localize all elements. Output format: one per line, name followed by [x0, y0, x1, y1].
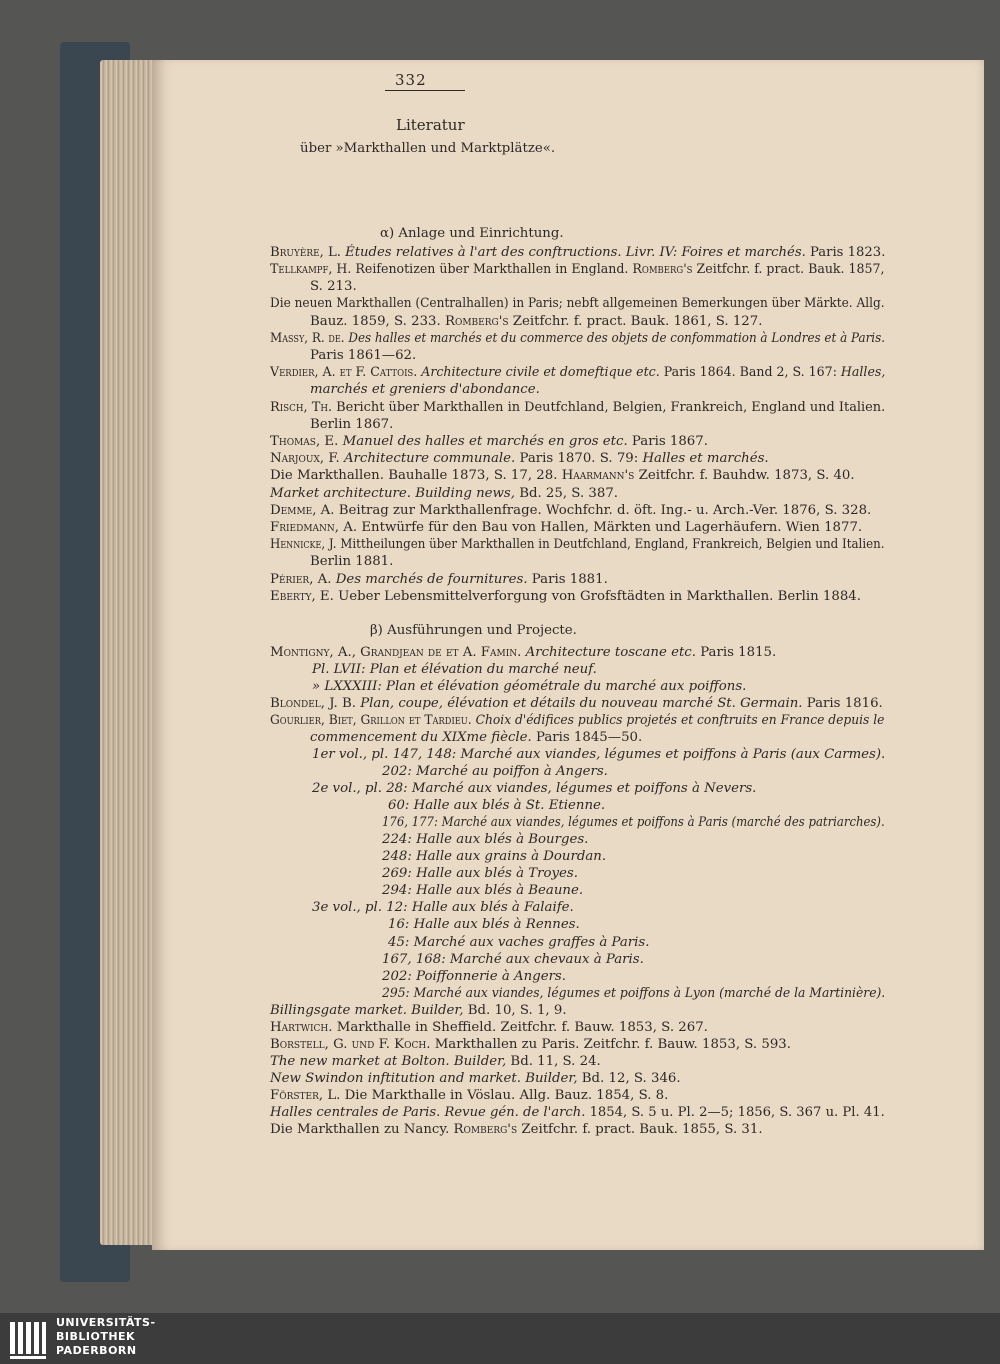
- citation-text: Mittheilungen über Markthallen in Deutfchland, England, Frankreich, Belgien und Italien.: [340, 537, 885, 552]
- bibliography-line: [270, 296, 885, 312]
- title-text: Billingsgate market. Builder,: [270, 1003, 464, 1018]
- citation-text: Paris 1845—50.: [531, 730, 643, 745]
- title-text: 1er vol., pl. 147, 148: Marché aux viandes, légumes et poiffons à Paris (aux Carmes).: [312, 747, 886, 762]
- author-name: Tellkampf, H.: [270, 262, 356, 277]
- citation-text: Bd. 11, S. 24.: [506, 1054, 601, 1069]
- title-text: 60: Halle aux blés à St. Etienne.: [388, 798, 606, 813]
- library-logo-icon: [8, 1318, 48, 1360]
- title-text: Des marchés de fournitures.: [335, 572, 528, 587]
- page-heading: Literatur: [396, 116, 465, 134]
- author-name: Hennicke, J.: [270, 537, 341, 552]
- author-name: Borstell, G. und F. Koch.: [270, 1037, 435, 1052]
- title-text: Études relatives à l'art des conftructions. Livr. IV: Foires et marchés.: [345, 245, 806, 260]
- citation-text: Paris 1861—62.: [310, 348, 417, 363]
- title-text: 2e vol., pl. 28: Marché aux viandes, légumes et poiffons à Nevers.: [312, 781, 757, 796]
- bibliography-line: [312, 662, 597, 678]
- bibliography-line: [310, 730, 642, 746]
- library-name-line3: PADERBORN: [56, 1344, 137, 1357]
- citation-text: Paris 1864. Band 2, S. 167:: [659, 365, 841, 380]
- citation-text: Paris 1816.: [802, 696, 883, 711]
- citation-text: Entwürfe für den Bau von Hallen, Märkten und Lagerhäufern. Wien 1877.: [361, 520, 863, 535]
- bibliography-line: [382, 866, 578, 882]
- bibliography-line: [270, 572, 608, 588]
- bibliography-line: [382, 986, 885, 1002]
- citation-text: Zeitfchr. f. pract. Bauk. 1857,: [692, 262, 885, 277]
- bibliography-line: [270, 1088, 668, 1104]
- bibliography-line: [270, 537, 885, 553]
- citation-text: Die Markthalle in Vöslau. Allg. Bauz. 1854, S. 8.: [344, 1088, 669, 1103]
- title-text: Halles centrales de Paris. Revue gén. de l'arch.: [270, 1105, 586, 1120]
- author-name: Romberg's: [632, 262, 693, 277]
- title-text: 3e vol., pl. 12: Halle aux blés à Falaife.: [312, 900, 574, 915]
- bibliography-line: [270, 589, 861, 605]
- bibliography-line: [270, 520, 862, 536]
- citation-text: Beitrag zur Markthallenfrage. Wochfchr. d. öft. Ing.- u. Arch.-Ver. 1876, S. 328.: [338, 503, 872, 518]
- title-text: 224: Halle aux blés à Bourges.: [382, 832, 589, 847]
- citation-text: Markthallen zu Paris. Zeitfchr. f. Bauw. 1853, S. 593.: [434, 1037, 791, 1052]
- citation-text: Bd. 25, S. 387.: [514, 486, 619, 501]
- citation-text: Reifenotizen über Markthallen in England.: [355, 262, 633, 277]
- citation-text: Paris 1881.: [527, 572, 608, 587]
- citation-text: Bd. 12, S. 346.: [577, 1071, 681, 1086]
- bibliography-line: [270, 434, 708, 450]
- bibliography-line: [270, 486, 618, 502]
- author-name: Périer, A.: [270, 572, 336, 587]
- author-name: Bruyère, L.: [270, 245, 346, 260]
- title-text: marchés et greniers d'abondance.: [310, 382, 540, 397]
- bibliography-line: [270, 365, 885, 381]
- bibliography-line: [270, 645, 776, 661]
- citation-text: Paris 1867.: [627, 434, 708, 449]
- bibliography-line: [270, 1105, 885, 1121]
- title-text: New Swindon inftitution and market. Builder,: [270, 1071, 578, 1086]
- section-a-heading: α) Anlage und Einrichtung.: [380, 226, 564, 241]
- bibliography-line: [312, 747, 885, 763]
- title-text: 248: Halle aux grains à Dourdan.: [382, 849, 607, 864]
- citation-text: Zeitfchr. f. pract. Bauk. 1861, S. 127.: [508, 314, 763, 329]
- bibliography-line: [270, 696, 883, 712]
- title-text: Plan, coupe, élévation et détails du nouveau marché St. Germain.: [360, 696, 803, 711]
- author-name: Hartwich.: [270, 1020, 337, 1035]
- author-name: Haarmann's: [561, 468, 635, 483]
- author-name: Demme, A.: [270, 503, 339, 518]
- citation-text: Berlin 1867.: [310, 417, 394, 432]
- title-text: Market architecture. Building news,: [270, 486, 515, 501]
- bibliography-line: [270, 262, 885, 278]
- citation-text: Zeitfchr. f. pract. Bauk. 1855, S. 31.: [517, 1122, 763, 1137]
- citation-text: Bd. 10, S. 1, 9.: [463, 1003, 567, 1018]
- bibliography-line: [310, 382, 540, 398]
- title-text: » LXXXIII: Plan et élévation géométrale du marché aux poiffons.: [312, 679, 747, 694]
- author-name: Friedmann, A.: [270, 520, 362, 535]
- citation-text: Paris 1870. S. 79:: [515, 451, 643, 466]
- bibliography-line: [388, 935, 649, 951]
- citation-text: S. 213.: [310, 279, 357, 294]
- bibliography-line: [310, 417, 393, 433]
- title-text: Halles et marchés.: [642, 451, 769, 466]
- title-text: commencement du XIXme fiècle.: [310, 730, 532, 745]
- title-text: Pl. LVII: Plan et élévation du marché neuf.: [312, 662, 597, 677]
- title-text: 202: Poiffonnerie à Angers.: [382, 969, 566, 984]
- bibliography-line: [382, 832, 588, 848]
- citation-text: 1854, S. 5 u. Pl. 2—5; 1856, S. 367 u. Pl. 41.: [585, 1105, 885, 1120]
- author-name: Montigny, A., Grandjean de et A. Famin.: [270, 645, 526, 660]
- title-text: Architecture communale.: [343, 451, 516, 466]
- bibliography-line: [382, 815, 885, 831]
- bibliography-line: [270, 451, 769, 467]
- title-text: 167, 168: Marché aux chevaux à Paris.: [382, 952, 644, 967]
- bibliography-line: [310, 348, 416, 364]
- author-name: Romberg's: [444, 314, 509, 329]
- bibliography-line: [270, 503, 871, 519]
- author-name: Verdier, A. et F. Cattois.: [270, 365, 422, 380]
- bibliography-line: [270, 1054, 601, 1070]
- bibliography-line: [270, 713, 884, 729]
- page-number-rule: [385, 90, 465, 91]
- bibliography-line: [270, 1037, 791, 1053]
- author-name: Romberg's: [453, 1122, 518, 1137]
- bibliography-line: [312, 679, 746, 695]
- citation-text: Bericht über Markthallen in Deutfchland, Belgien, Frankreich, England und Italien.: [336, 400, 886, 415]
- bibliography-line: [270, 400, 885, 416]
- bibliography-line: [312, 900, 574, 916]
- bibliography-line: [382, 849, 606, 865]
- bibliography-line: [388, 917, 580, 933]
- bibliography-line: [382, 883, 583, 899]
- citation-text: Paris 1823.: [805, 245, 886, 260]
- bibliography-line: [270, 468, 855, 484]
- bibliography-line: [388, 798, 605, 814]
- author-name: Massy, R. de.: [270, 331, 349, 346]
- title-text: The new market at Bolton. Builder,: [270, 1054, 507, 1069]
- title-text: Halles,: [840, 365, 886, 380]
- title-text: 45: Marché aux vaches graffes à Paris.: [388, 935, 650, 950]
- title-text: 202: Marché au poiffon à Angers.: [382, 764, 608, 779]
- title-text: 295: Marché aux viandes, légumes et poiffons à Lyon (marché de la Martinière).: [382, 986, 886, 1001]
- citation-text: Zeitfchr. f. Bauhdw. 1873, S. 40.: [634, 468, 855, 483]
- page-subheading: über »Markthallen und Marktplätze«.: [300, 141, 556, 156]
- bibliography-line: [270, 1003, 567, 1019]
- bibliography-line: [270, 1071, 681, 1087]
- citation-text: Die Markthallen. Bauhalle 1873, S. 17, 28.: [270, 468, 562, 483]
- title-text: 16: Halle aux blés à Rennes.: [388, 917, 580, 932]
- title-text: 294: Halle aux blés à Beaune.: [382, 883, 584, 898]
- bibliography-line: [382, 969, 566, 985]
- library-name-line2: BIBLIOTHEK: [56, 1330, 136, 1343]
- citation-text: Berlin 1881.: [310, 554, 394, 569]
- title-text: Choix d'édifices publics projetés et conftruits en France depuis le: [475, 713, 885, 728]
- bibliography-line: [270, 1122, 763, 1138]
- page-edges: [100, 60, 160, 1245]
- bibliography-line: [270, 1020, 708, 1036]
- author-name: Förster, L.: [270, 1088, 345, 1103]
- citation-text: Die Markthallen zu Nancy.: [270, 1122, 454, 1137]
- author-name: Blondel, J. B.: [270, 696, 361, 711]
- author-name: Thomas, E.: [270, 434, 343, 449]
- citation-text: Bauz. 1859, S. 233.: [310, 314, 445, 329]
- title-text: Des halles et marchés et du commerce des objets de confommation à Londres et à Paris.: [348, 331, 886, 346]
- title-text: Architecture civile et domeftique etc.: [421, 365, 660, 380]
- bibliography-line: [270, 331, 885, 347]
- citation-text: Paris 1815.: [695, 645, 777, 660]
- title-text: Architecture toscane etc.: [525, 645, 696, 660]
- library-name-line1: UNIVERSITÄTS-: [56, 1316, 156, 1329]
- bibliography-line: [310, 554, 393, 570]
- title-text: 269: Halle aux blés à Troyes.: [382, 866, 578, 881]
- bibliography-line: [270, 245, 885, 261]
- bibliography-line: [312, 781, 756, 797]
- citation-text: Die neuen Markthallen (Centralhallen) in Paris; nebft allgemeinen Bemerkungen über Märkte. Allg.: [270, 296, 885, 311]
- title-text: Manuel des halles et marchés en gros etc.: [342, 434, 628, 449]
- citation-text: Ueber Lebensmittelverforgung von Grofsftädten in Markthallen. Berlin 1884.: [338, 589, 861, 604]
- author-name: Narjoux, F.: [270, 451, 344, 466]
- title-text: 176, 177: Marché aux viandes, légumes et poiffons à Paris (marché des patriarches).: [382, 815, 885, 830]
- author-name: Eberty, E.: [270, 589, 339, 604]
- bibliography-line: [382, 952, 644, 968]
- bibliography-line: [310, 279, 357, 295]
- author-name: Risch, Th.: [270, 400, 337, 415]
- bibliography-line: [310, 314, 762, 330]
- author-name: Gourlier, Biet, Grillon et Tardieu.: [270, 713, 476, 728]
- page-number: 332: [395, 71, 427, 89]
- citation-text: Markthalle in Sheffield. Zeitfchr. f. Bauw. 1853, S. 267.: [336, 1020, 708, 1035]
- section-b-heading: β) Ausführungen und Projecte.: [370, 623, 577, 638]
- bibliography-line: [382, 764, 608, 780]
